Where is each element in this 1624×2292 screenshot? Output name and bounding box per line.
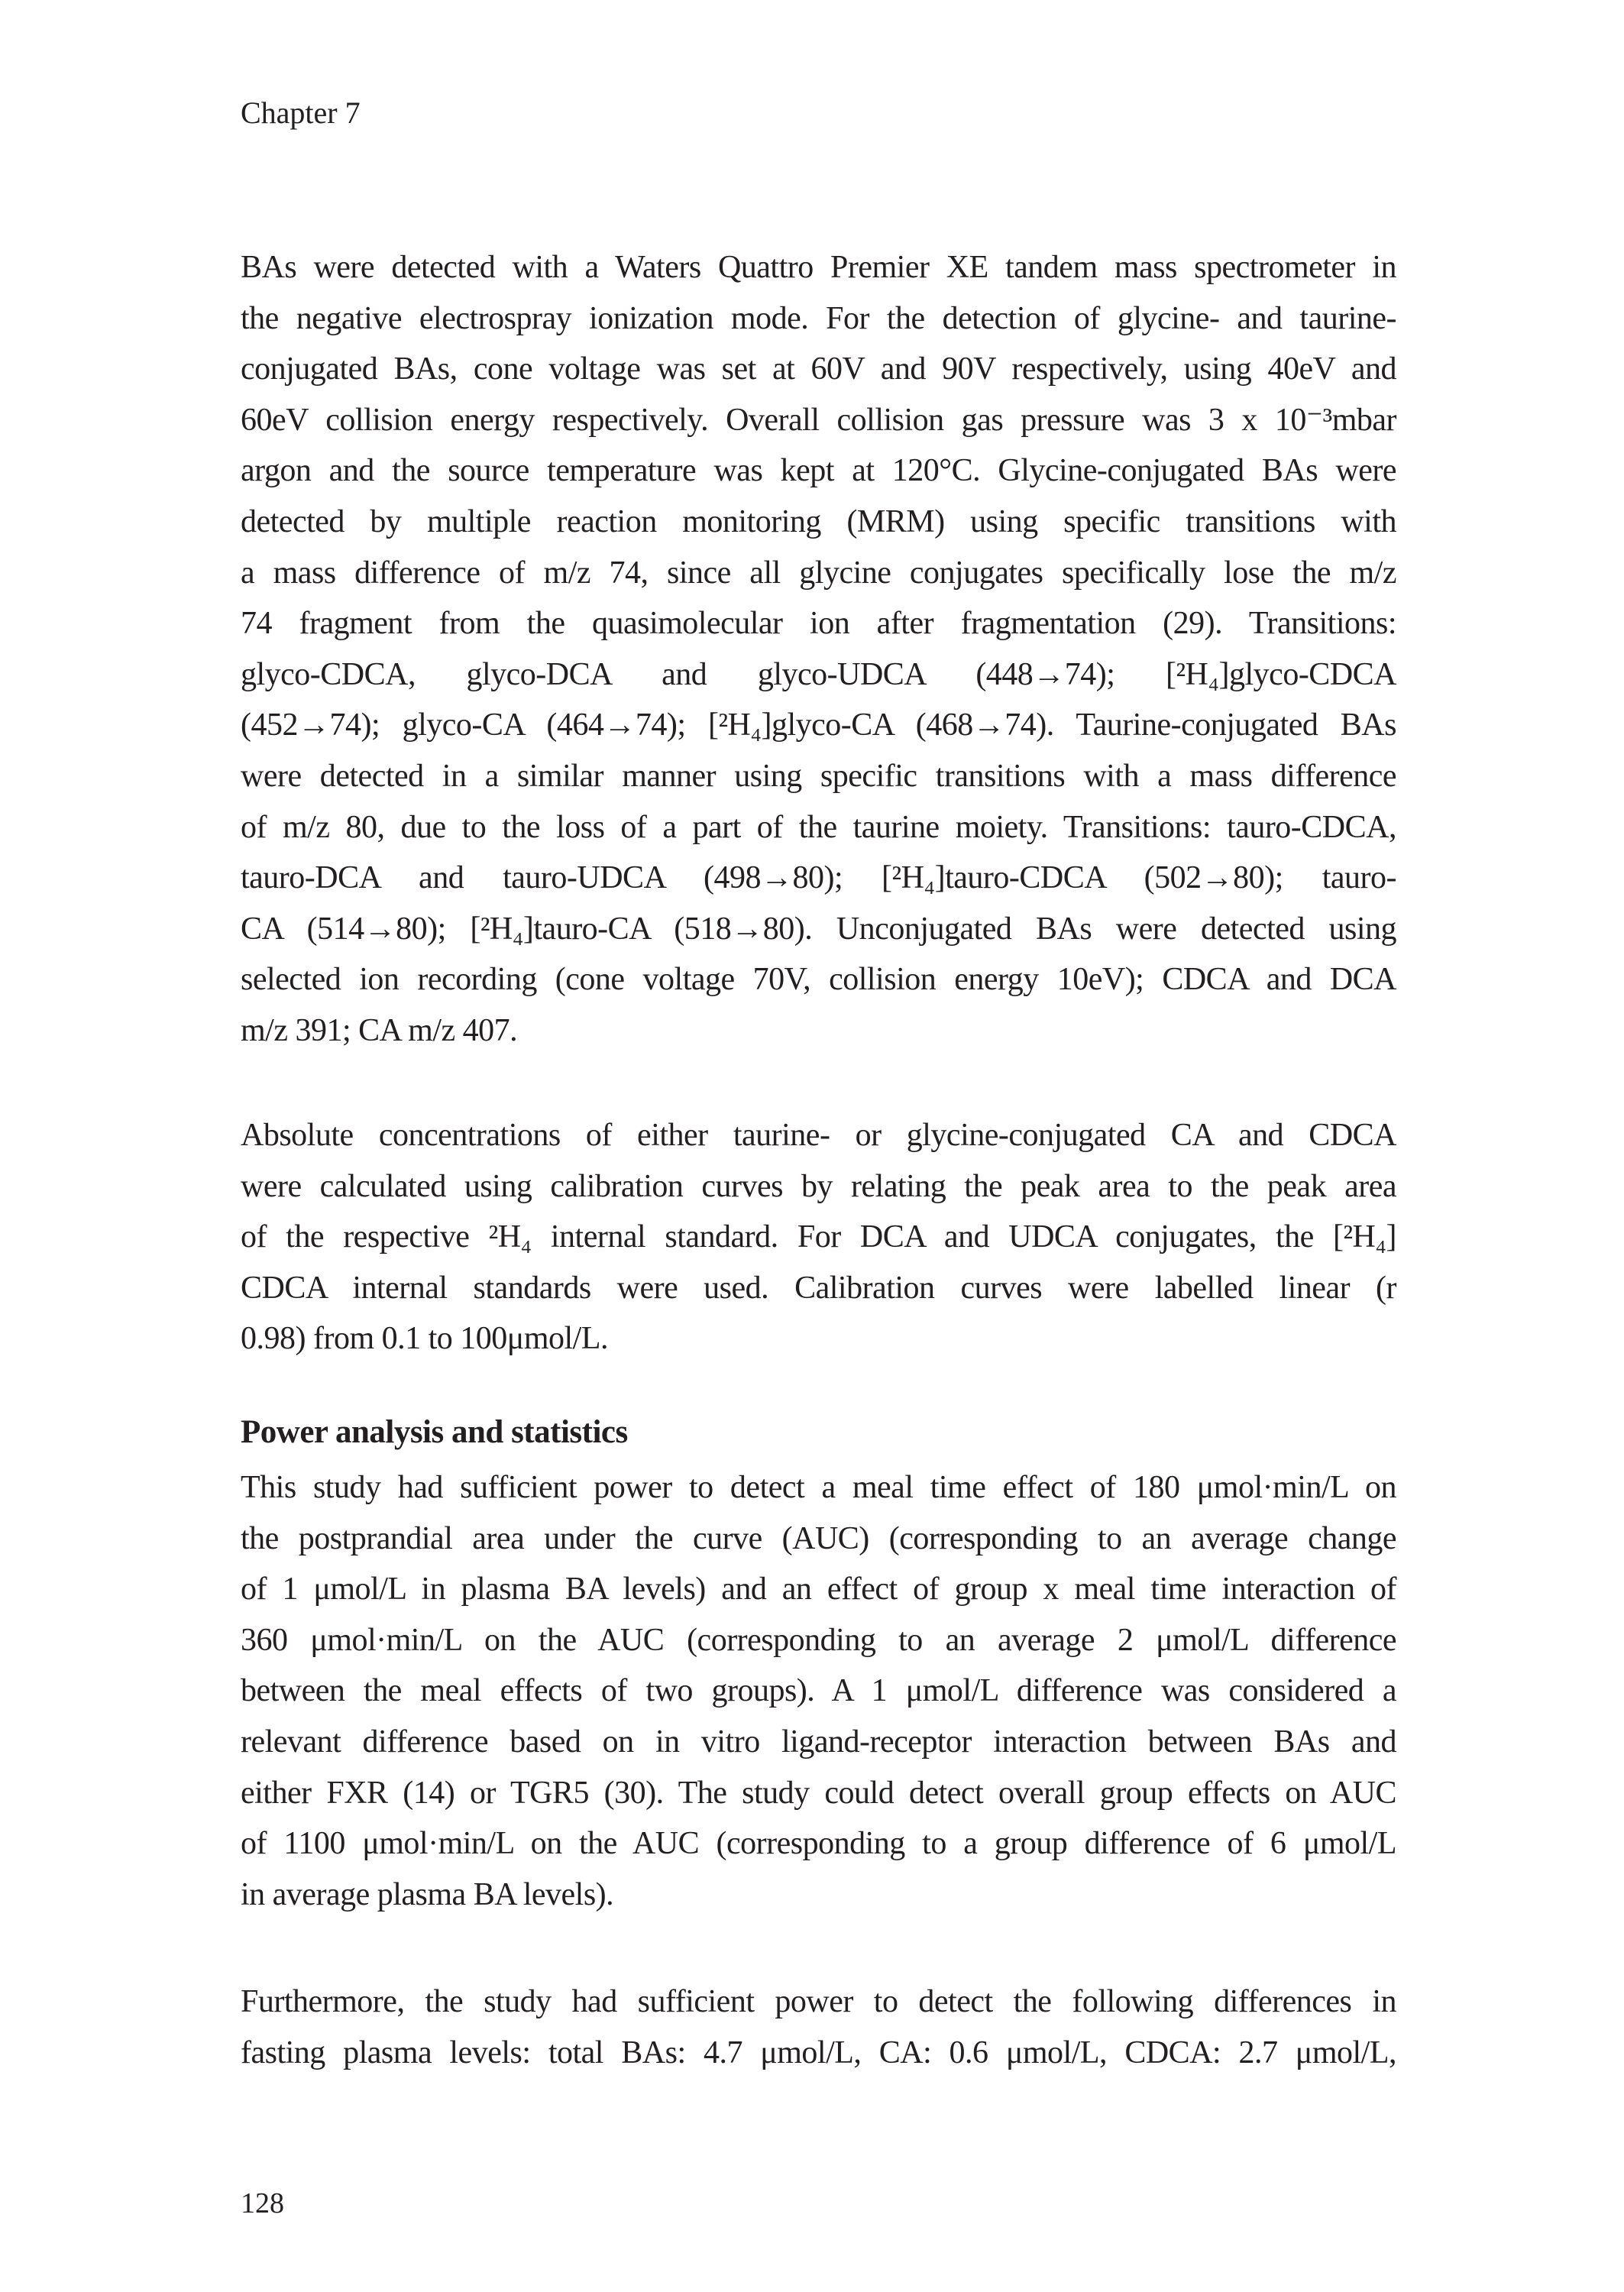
text-line: argon and the source temperature was kept at 120°C. Glycine-conjugated BAs were bbox=[241, 453, 1396, 489]
text-line: m/z 391; CA m/z 407. bbox=[241, 1012, 518, 1048]
text-line: of 1 μmol/L in plasma BA levels) and an effect of group x meal time interaction of bbox=[241, 1572, 1396, 1607]
text-line: were calculated using calibration curves by relating the peak area to the peak area bbox=[241, 1168, 1396, 1204]
text-line: 360 μmol·min/L on the AUC (corresponding to an average 2 μmol/L difference bbox=[241, 1622, 1396, 1658]
text-line: fasting plasma levels: total BAs: 4.7 μmol/L, CA: 0.6 μmol/L, CDCA: 2.7 μmol/L, bbox=[241, 2035, 1396, 2070]
text-line: between the meal effects of two groups). A 1 μmol/L difference was considered a bbox=[241, 1673, 1396, 1709]
text-line: the negative electrospray ionization mode. For the detection of glycine- and taurine- bbox=[241, 300, 1396, 336]
text-line: of the respective ²H₄ internal standard. For DCA and UDCA conjugates, the [²H₄] bbox=[241, 1219, 1396, 1255]
text-line: 0.98) from 0.1 to 100μmol/L. bbox=[241, 1321, 608, 1357]
text-line: of m/z 80, due to the loss of a part of the taurine moiety. Transitions: tauro-CDCA, bbox=[241, 809, 1396, 845]
text-line: 60eV collision energy respectively. Overall collision gas pressure was 3 x 10⁻³mbar bbox=[241, 402, 1396, 438]
section-heading: Power analysis and statistics bbox=[241, 1414, 628, 1450]
text-line: tauro-DCA and tauro-UDCA (498→80); [²H₄]tauro-CDCA (502→80); tauro- bbox=[241, 860, 1396, 896]
running-head: Chapter 7 bbox=[241, 96, 361, 130]
page-number: 128 bbox=[241, 2187, 284, 2219]
text-line: were detected in a similar manner using specific transitions with a mass difference bbox=[241, 758, 1396, 794]
text-line: BAs were detected with a Waters Quattro Premier XE tandem mass spectrometer in bbox=[241, 250, 1396, 285]
text-line: a mass difference of m/z 74, since all glycine conjugates specifically lose the m/z bbox=[241, 555, 1396, 591]
paragraph-detection-methods bbox=[241, 242, 1396, 1057]
text-line: of 1100 μmol·min/L on the AUC (corresponding to a group difference of 6 μmol/L bbox=[241, 1826, 1396, 1862]
text-line: CA (514→80); [²H₄]tauro-CA (518→80). Unconjugated BAs were detected using bbox=[241, 911, 1396, 947]
text-line: in average plasma BA levels). bbox=[241, 1876, 614, 1912]
text-line: 74 fragment from the quasimolecular ion after fragmentation (29). Transitions: bbox=[241, 606, 1396, 642]
paragraph-fasting-levels bbox=[241, 1976, 1396, 2078]
text-line: relevant difference based on in vitro ligand-receptor interaction between BAs and bbox=[241, 1724, 1396, 1759]
text-line: This study had sufficient power to detect a meal time effect of 180 μmol·min/L on bbox=[241, 1470, 1396, 1505]
text-line: Absolute concentrations of either taurine- or glycine-conjugated CA and CDCA bbox=[241, 1118, 1396, 1153]
text-line: detected by multiple reaction monitoring (MRM) using specific transitions with bbox=[241, 503, 1396, 539]
paragraph-concentrations bbox=[241, 1110, 1396, 1365]
text-line: selected ion recording (cone voltage 70V, collision energy 10eV); CDCA and DCA bbox=[241, 962, 1396, 998]
text-line: (452→74); glyco-CA (464→74); [²H₄]glyco-CA (468→74). Taurine-conjugated BAs bbox=[241, 707, 1396, 743]
paragraph-power-analysis bbox=[241, 1462, 1396, 1920]
text-line: the postprandial area under the curve (AUC) (corresponding to an average change bbox=[241, 1520, 1396, 1556]
text-line: either FXR (14) or TGR5 (30). The study could detect overall group effects on AUC bbox=[241, 1775, 1396, 1811]
text-line: conjugated BAs, cone voltage was set at 60V and 90V respectively, using 40eV and bbox=[241, 351, 1396, 387]
text-line: glyco-CDCA, glyco-DCA and glyco-UDCA (448→74); [²H₄]glyco-CDCA bbox=[241, 656, 1396, 692]
text-line: CDCA internal standards were used. Calibration curves were labelled linear (r bbox=[241, 1270, 1396, 1306]
text-line: Furthermore, the study had sufficient power to detect the following differences in bbox=[241, 1984, 1396, 2019]
